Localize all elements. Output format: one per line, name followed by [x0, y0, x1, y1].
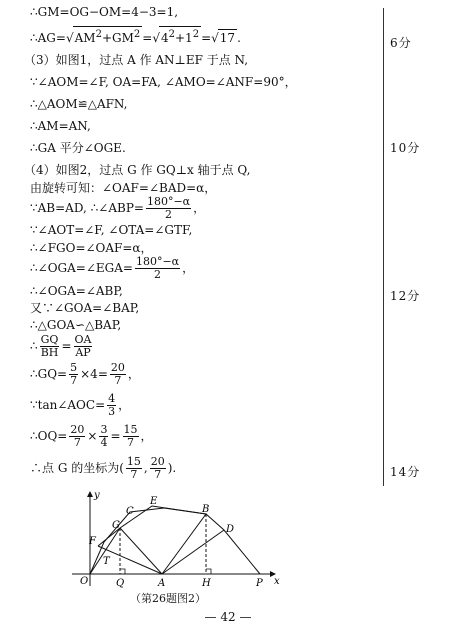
solution-line: （4）如图2，过点 G 作 GQ⊥x 轴于点 Q,: [24, 163, 251, 177]
solution-line: ∴OQ= $\frac{20}{7}$ × $\frac{3}{4}$ = $\frac{15}{7}$ ，: [30, 423, 153, 449]
solution-line: ∴△GOA∽△BAP,: [30, 318, 122, 332]
segment-ga: [120, 528, 162, 574]
label-d: D: [226, 524, 235, 535]
label-g: G: [112, 520, 120, 531]
solution-line: 由旋转可知：∠OAF=∠BAD=α，: [30, 181, 217, 195]
solution-line: ∴∠OGA=∠EGA= $\frac{180^\circ-\alpha}{2}$ ，: [30, 255, 195, 281]
label-c: C: [126, 506, 134, 517]
label-f: F: [89, 536, 96, 547]
solution-line: ∵∠AOM=∠F, OA=FA, ∠AMO=∠ANF=90°，: [30, 75, 297, 89]
label-o: O: [80, 576, 89, 587]
solution-line: ∴点 G 的坐标为( $\frac{15}{7}$ , $\frac{20}{7}$ ).: [30, 455, 177, 481]
solution-line: ∵AB=AD, ∴∠ABP= $\frac{180^\circ-\alpha}{2}$ ，: [30, 195, 206, 221]
solution-line: ∴△AOM≌△AFN,: [30, 97, 128, 111]
solution-line: 又∵∠GOA=∠BAP,: [30, 301, 140, 315]
solution-line: ∴GA 平分∠OGE.: [30, 141, 126, 155]
score-mark-14: 14分: [390, 465, 421, 479]
label-q: Q: [116, 578, 125, 589]
solution-line: ∴GM=OG−OM=4−3=1,: [30, 5, 179, 19]
trapezoid-fgea: [98, 506, 206, 574]
right-angle-h: [206, 569, 211, 574]
label-a: A: [158, 578, 166, 589]
geometry-figure-2: [70, 490, 300, 590]
score-mark-12: 12分: [390, 289, 421, 303]
rotated-polygon: [90, 508, 260, 574]
score-divider-line: [383, 8, 384, 486]
solution-line: ∴∠FGO=∠OAF=α，: [30, 241, 153, 255]
label-x: x: [274, 576, 280, 587]
label-y: y: [94, 490, 100, 501]
figure-caption: （第26题图2）: [130, 592, 206, 605]
label-b: B: [202, 504, 210, 515]
solution-line: ∵∠AOT=∠F, ∠OTA=∠GTF,: [30, 223, 193, 237]
solution-line: $\therefore AG=√AM^2+GM^2 =√4^2+1^2 =√17$ .: [30, 26, 241, 46]
label-p: P: [256, 578, 263, 589]
solution-line: ∴ $\frac{GQ}{BH}$ = $\frac{OA}{AP}$: [30, 333, 92, 359]
label-e: E: [150, 496, 158, 507]
label-h: H: [202, 578, 211, 589]
solution-line: ∴GQ= $\frac{5}{7}$ ×4= $\frac{20}{7}$ ，: [30, 361, 140, 387]
page-number: — 42 —: [204, 610, 252, 624]
segment-ad: [162, 530, 224, 574]
solution-line: （3）如图1，过点 A 作 AN⊥EF 于点 N,: [24, 53, 249, 67]
label-t: T: [103, 556, 110, 567]
score-mark-6: 6分: [390, 36, 412, 50]
score-mark-10: 10分: [390, 141, 421, 155]
segment-ag-to-o: [90, 528, 120, 574]
solution-line: ∴AM=AN,: [30, 119, 91, 133]
solution-line: ∵tan∠AOC= $\frac{4}{3}$ ，: [30, 392, 131, 418]
right-angle-q: [120, 569, 125, 574]
solution-line: ∴∠OGA=∠ABP,: [30, 284, 123, 298]
